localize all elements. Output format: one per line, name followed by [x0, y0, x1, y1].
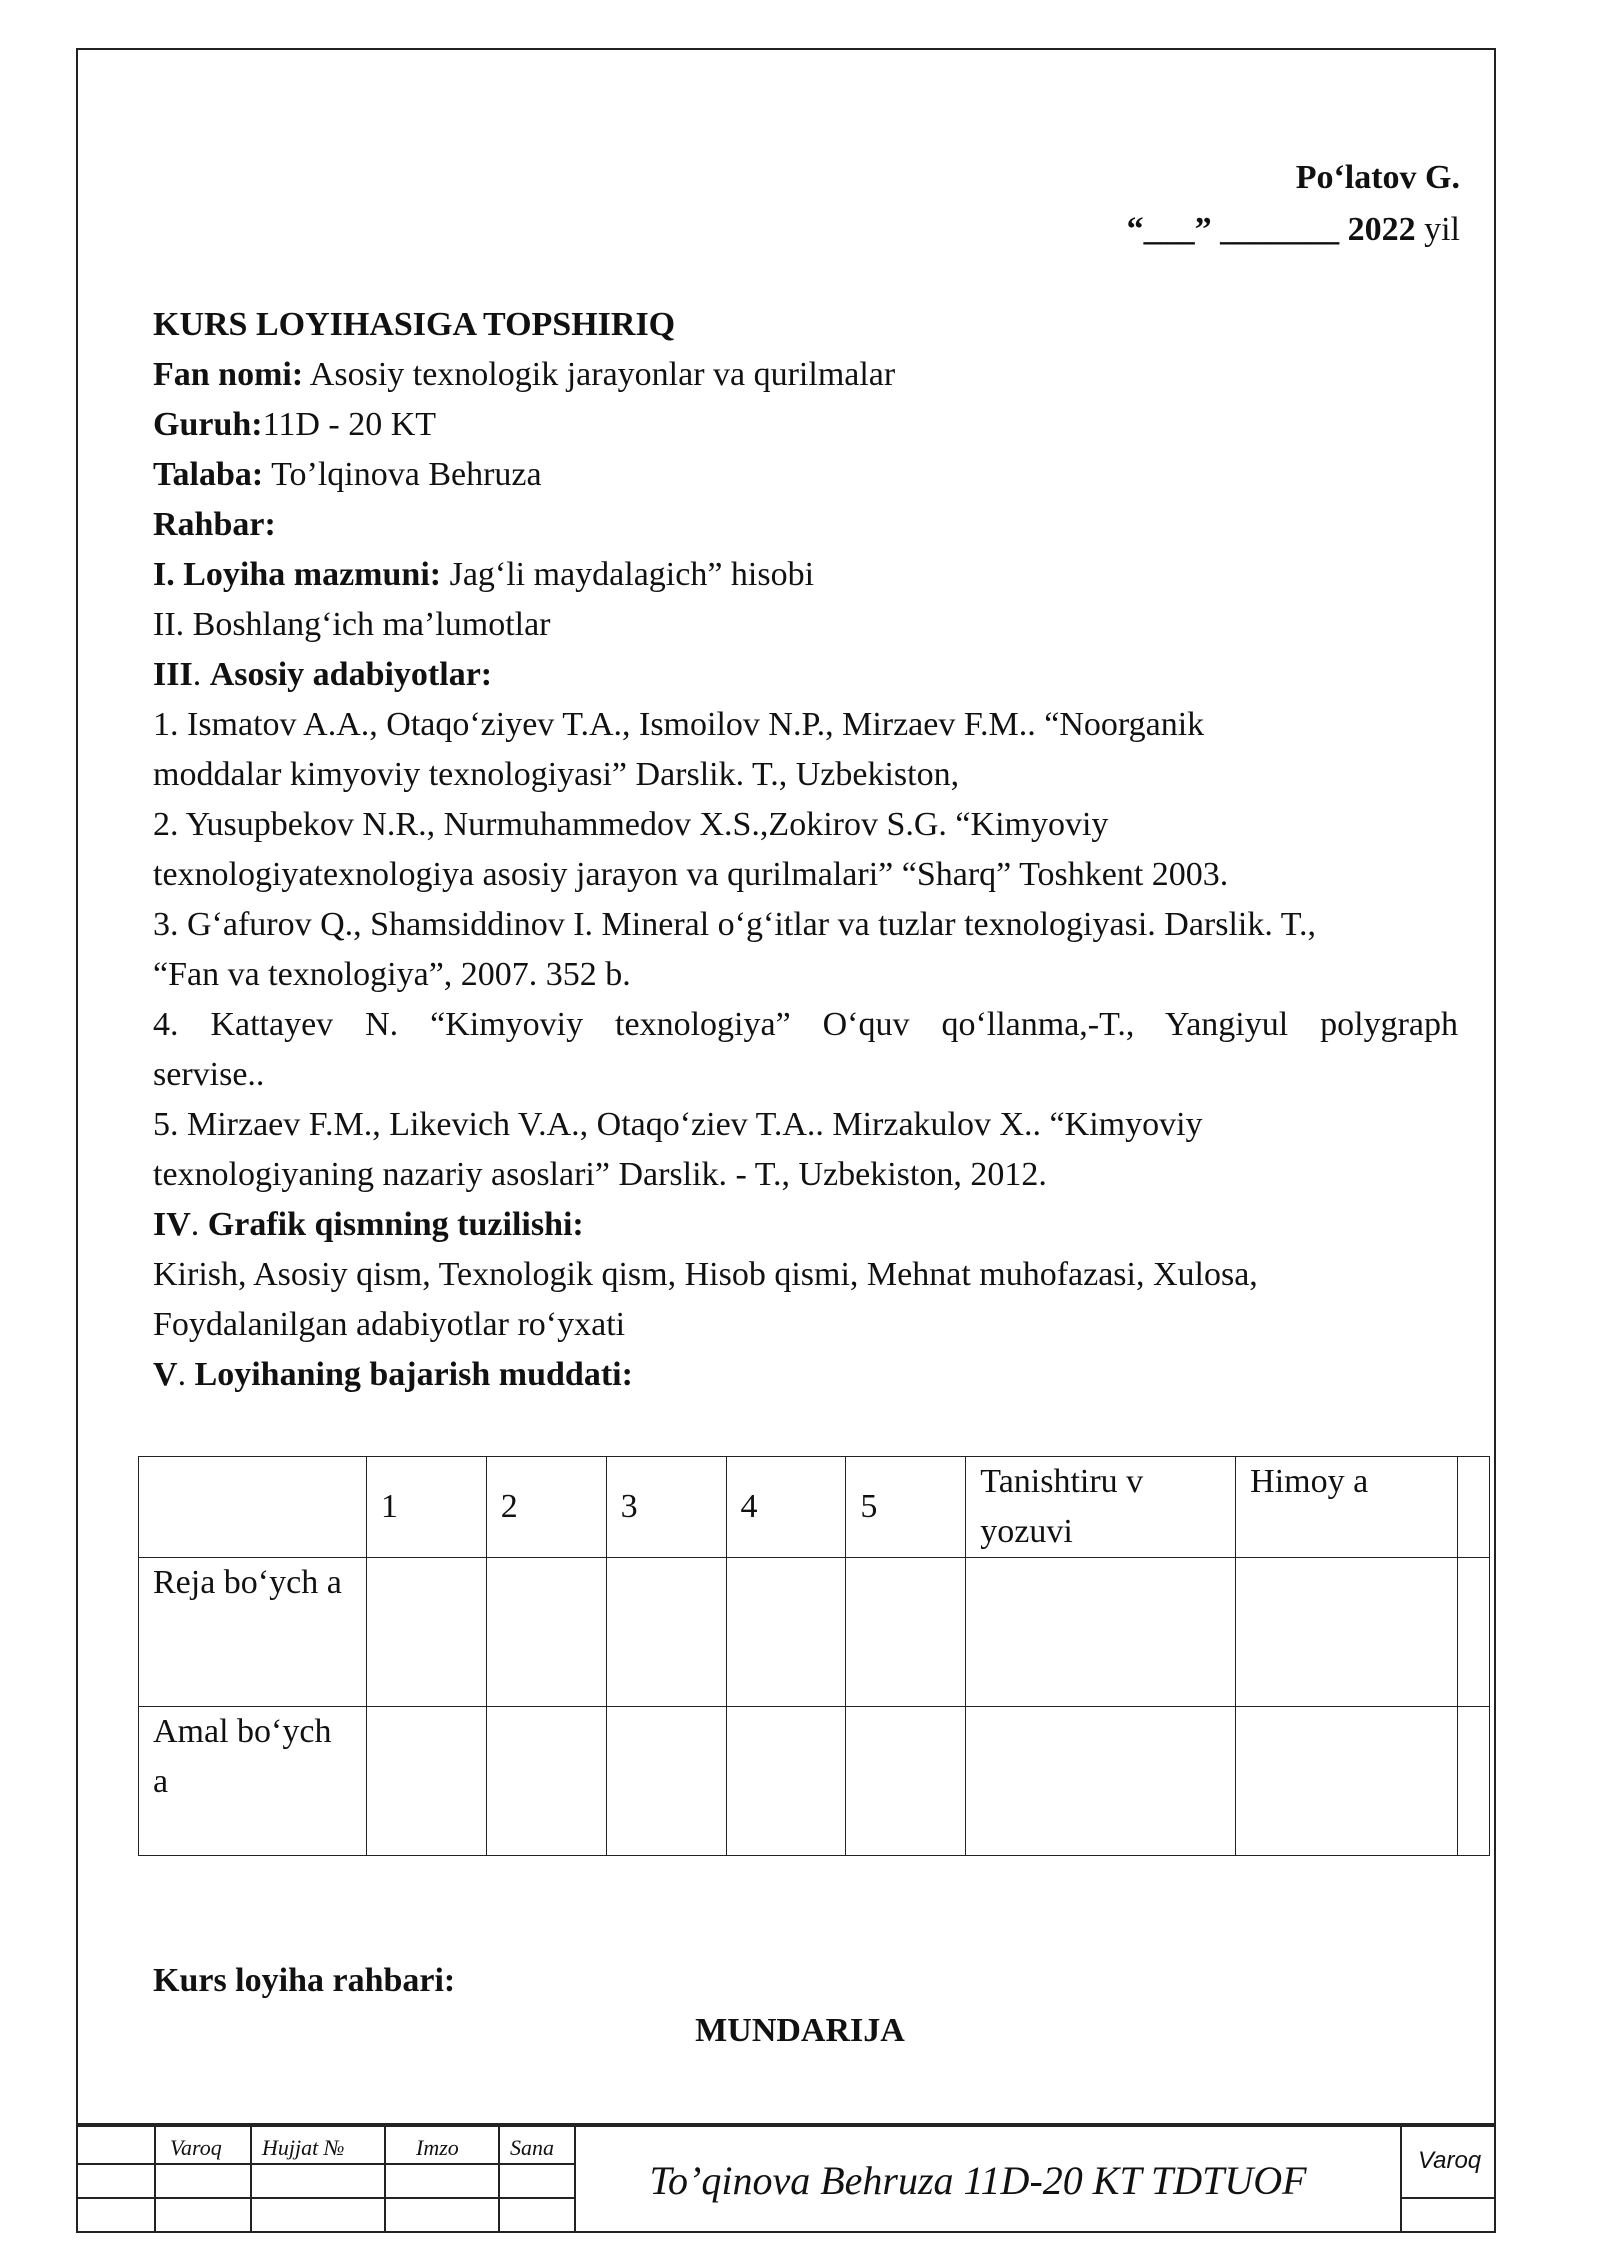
guruh-label: Guruh:	[153, 406, 263, 443]
ref-line: moddalar kimyoviy texnologiyasi” Darslik. T., Uzbekiston,	[153, 756, 960, 793]
field-fan	[153, 350, 1458, 400]
schedule-row	[139, 1558, 1490, 1707]
schedule-header-cell	[139, 1457, 367, 1558]
approver-name: Po‘latov G.	[1295, 159, 1460, 196]
schedule-cell	[1236, 1707, 1458, 1856]
fan-label: Fan nomi:	[153, 356, 304, 393]
schedule-cell	[606, 1707, 726, 1856]
schedule-row	[139, 1707, 1490, 1856]
stamp-col-imzo: Imzo	[416, 2135, 459, 2160]
field-guruh	[153, 400, 1458, 450]
stamp-title: To’qinova Behruza 11D-20 KT TDTUOF	[649, 2158, 1307, 2203]
schedule-cell	[366, 1707, 486, 1856]
task-heading: KURS LOYIHASIGA TOPSHIRIQ	[153, 306, 676, 343]
ref-line: 2. Yusupbekov N.R., Nurmuhammedov X.S.,Zokirov S.G. “Kimyoviy	[153, 806, 1109, 843]
schedule-cell	[486, 1707, 606, 1856]
title-block	[76, 2125, 1496, 2233]
schedule-cell	[486, 1558, 606, 1707]
ref-line: “Fan va texnologiya”, 2007. 352 b.	[153, 956, 631, 993]
schedule-header-cell: Tanishtiru v yozuvi	[966, 1457, 1236, 1558]
field-rahbar	[153, 500, 1458, 550]
schedule-cell	[966, 1707, 1236, 1856]
section-4: IV. Grafik qismning tuzilishi:	[153, 1206, 584, 1243]
schedule-cell	[726, 1558, 846, 1707]
fan-value: Asosiy texnologik jarayonlar va qurilmalar	[303, 356, 896, 393]
schedule-header-cell: 3	[606, 1457, 726, 1558]
course-supervisor-label: Kurs loyiha rahbari:	[153, 1962, 456, 1999]
schedule-cell	[966, 1558, 1236, 1707]
section-5-num: V	[153, 1356, 178, 1393]
section-5-label: Loyihaning bajarish muddati:	[194, 1356, 633, 1393]
section-1-value: Jag‘li maydalagich” hisobi	[441, 556, 815, 593]
talaba-label: Talaba:	[153, 456, 264, 493]
section-4-label: Grafik qismning tuzilishi:	[207, 1206, 584, 1243]
schedule-header-cell: 2	[486, 1457, 606, 1558]
schedule-cell	[606, 1558, 726, 1707]
stamp-col-varoq: Varoq	[170, 2135, 222, 2160]
ref-line: 4. Kattayev N. “Kimyoviy texnologiya” O‘quv qo‘llanma,-T., Yangiyul polygraph	[153, 1006, 1458, 1043]
section-1-label: I. Loyiha mazmuni:	[153, 556, 442, 593]
section-3-num: III	[153, 656, 193, 693]
rahbar-label: Rahbar:	[153, 506, 276, 543]
schedule-cell	[726, 1707, 846, 1856]
section-3: III. Asosiy adabiyotlar:	[153, 656, 493, 693]
schedule-header-cell: 4	[726, 1457, 846, 1558]
date-blank: “___” _______	[1126, 211, 1348, 248]
ref-line: servise..	[153, 1056, 265, 1093]
schedule-cell	[1457, 1558, 1489, 1707]
schedule-cell	[846, 1558, 966, 1707]
talaba-value: To’lqinova Behruza	[263, 456, 542, 493]
stamp-varoq-label: Varoq	[1418, 2147, 1482, 2174]
schedule-table	[138, 1456, 1490, 1856]
schedule-cell	[1236, 1558, 1458, 1707]
ref-line: 3. G‘afurov Q., Shamsiddinov I. Mineral o‘g‘itlar va tuzlar texnologiyasi. Darslik. T.,	[153, 906, 1316, 943]
section-3-label: Asosiy adabiyotlar:	[209, 656, 493, 693]
mundarija-heading: MUNDARIJA	[695, 2012, 905, 2049]
ref-line: texnologiyaning nazariy asoslari” Darslik. - T., Uzbekiston, 2012.	[153, 1156, 1047, 1193]
stamp-col-hujjat: Hujjat №	[262, 2135, 345, 2160]
schedule-header-row	[139, 1457, 1490, 1558]
year-suffix: yil	[1415, 211, 1460, 248]
schedule-header-cell: 5	[846, 1457, 966, 1558]
schedule-cell	[366, 1558, 486, 1707]
ref-line: texnologiyatexnologiya asosiy jarayon va qurilmalari” “Sharq” Toshkent 2003.	[153, 856, 1229, 893]
schedule-row-label: Reja bo‘ych a	[139, 1558, 367, 1707]
section-4-line: Foydalanilgan adabiyotlar ro‘yxati	[153, 1306, 626, 1343]
schedule-cell	[846, 1707, 966, 1856]
schedule-cell	[1457, 1707, 1489, 1856]
ref-line: 1. Ismatov A.A., Otaqo‘ziyev T.A., Ismoilov N.P., Mirzaev F.M.. “Noorganik	[153, 706, 1205, 743]
schedule-header-cell: 1	[366, 1457, 486, 1558]
field-talaba	[153, 450, 1458, 500]
approval-date	[1127, 204, 1460, 256]
section-4-num: IV	[153, 1206, 191, 1243]
schedule-row-label: Amal bo‘ych a	[139, 1707, 367, 1856]
ref-line: 5. Mirzaev F.M., Likevich V.A., Otaqo‘ziev T.A.. Mirzakulov X.. “Kimyoviy	[153, 1106, 1203, 1143]
approval-year: 2022	[1347, 211, 1416, 248]
guruh-value: 11D - 20 KT	[262, 406, 437, 443]
section-2: II. Boshlang‘ich ma’lumotlar	[153, 606, 551, 643]
schedule-header-cell: Himoy a	[1236, 1457, 1458, 1558]
task-content	[153, 300, 1458, 1400]
section-1	[153, 550, 1458, 600]
schedule-header-cell	[1457, 1457, 1489, 1558]
approval-block	[1127, 152, 1460, 256]
section-4-line: Kirish, Asosiy qism, Texnologik qism, Hisob qismi, Mehnat muhofazasi, Xulosa,	[153, 1256, 1258, 1293]
stamp-col-sana: Sana	[510, 2135, 554, 2160]
section-5: V. Loyihaning bajarish muddati:	[153, 1356, 633, 1393]
